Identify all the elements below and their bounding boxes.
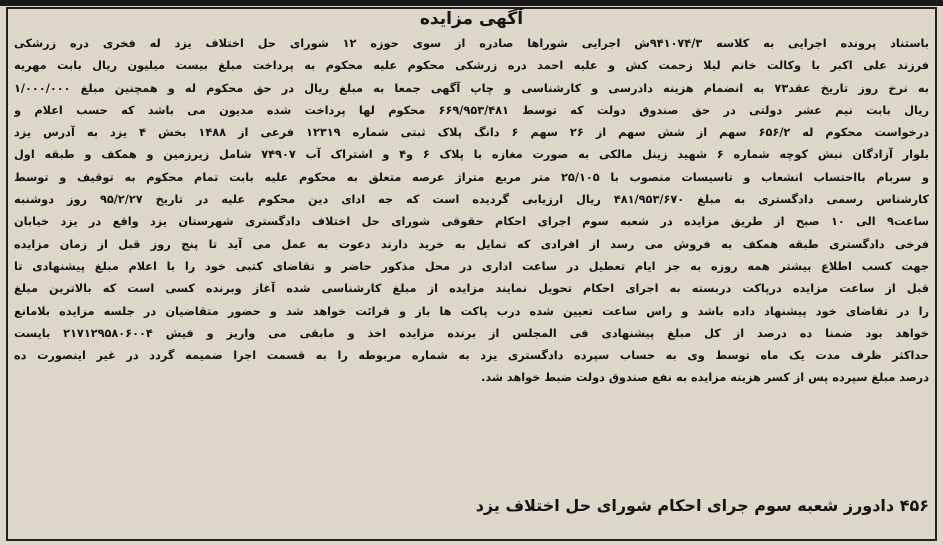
- notice-line: فرزند علی اکبر با وکالت خانم لیلا زحمت کش و علیه احمد دره زرشکی محکوم علیه محکوم به پرداخت مبلغ بیست میلیون ریال بابت مهریه: [14, 59, 929, 73]
- notice-line: فرخی دادگستری طبقه همکف به فروش می رسد از افرادی که تمایل به خرید دارند دعوت به عمل می آید تا پنج روز قبل از زمان مزایده: [14, 237, 929, 251]
- notice-line: بلوار آزادگان نبش کوچه شماره ۶ شهید زینل مالکی به صورت مغازه با پلاک ۶ و۴ و اشتراک آب ۷۴۹۰۷ شامل زیرزمین و همکف و طبقه اول: [14, 148, 929, 162]
- notice-line: قبل از ساعت مزایده درپاکت دربسته به اجرای احکام تحویل نمایند مزایده از مبلغ کارشناسی شده آغاز وبرنده کسی است که بالاترین مبلغ: [14, 282, 929, 296]
- notice-line: ریال بابت نیم عشر دولتی در حق صندوق دولت که توسط ۶۶۹/۹۵۳/۴۸۱ محکوم لها پرداخت شده مدیون می باشد که حسب اعلام و: [14, 103, 929, 117]
- notice-line: درخواست محکوم له ۶۵۶/۲ سهم از شش سهم از ۲۶ سهم ۶ دانگ پلاک ثبتی شماره ۱۲۳۱۹ فرعی از ۱۴۸۸ بخش ۴ یزد به آدرس یزد: [14, 126, 929, 140]
- notice-signature: ۴۵۶ دادورز شعبه سوم جرای احکام شورای حل اختلاف یزد: [475, 496, 929, 515]
- notice-line: حداکثر ظرف مدت یک ماه توسط وی به حساب سپرده دادگستری یزد به شماره مربوطه را به قسمت اجرا ضمیمه گردد در غیر اینصورت ده: [14, 349, 929, 363]
- notice-line: ساعت۹ الی ۱۰ صبح از طریق مزایده در شعبه سوم اجرای احکام حقوقی شورای حل اختلاف دادگستری شهرستان یزد واقع در یزد خیابان: [14, 215, 929, 229]
- notice-line: کارشناس رسمی دادگستری به مبلغ ۴۸۱/۹۵۳/۶۷۰ ریال ارزیابی گردیده است که جه ادای دین محکوم علیه در تاریخ ۹۵/۲/۲۷ روز دوشنبه: [14, 193, 929, 207]
- notice-title: آگهی مزایده: [419, 9, 524, 29]
- notice-line: درصد مبلغ سپرده پس از کسر هزینه مزایده به نفع صندوق دولت ضبط خواهد شد.: [481, 371, 929, 385]
- notice-body: [14, 33, 929, 481]
- notice-line: و سربام بااحتساب انشعاب و تاسیسات منصوب با ۲۵/۱۰۵ متر مربع متراژ عرصه متعلق به محکوم علیه بابت تمام محکوم به توقیف و توسط: [14, 170, 929, 184]
- notice-line: به نرخ روز تاریخ عقد۷۳ به انضمام هزینه دادرسی و کارشناسی و چاپ آگهی جمعا به مبلغ ریال در حق محکوم له و همچنین مبلغ ۱/۰۰۰/۰۰۰: [14, 81, 929, 95]
- top-border-strip: [0, 0, 943, 6]
- notice-line: خواهد بود ضمنا ده درصد از کل مبلغ پیشنهادی فی المجلس از برنده مزایده اخذ و مابقی می واریز و فیش ۲۱۷۱۲۹۵۸۰۶۰۰۴ بایست: [14, 326, 929, 340]
- notice-line: جهت کسب اطلاع بیشتر همه روزه به جز ایام تعطیل در ساعت اداری در محل مذکور حاضر و تقاضای کتبی خود را با اعلام مبلغ پیشنهادی تا: [14, 259, 929, 273]
- notice-line: باستناد پرونده اجرایی به کلاسه ۹۴۱۰۷۴/۳ش اجرایی شوراها صادره از سوی حوزه ۱۲ شورای حل اختلاف یزد له فخری دره زرشکی: [14, 37, 929, 50]
- notice-line: را در تقاضای خود پیشنهاد داده باشد و راس ساعت تعیین شده درب پاکت ها باز و قرائت خواهد شد و حضور متقاضیان در جلسه مزایده بلامانع: [14, 304, 929, 318]
